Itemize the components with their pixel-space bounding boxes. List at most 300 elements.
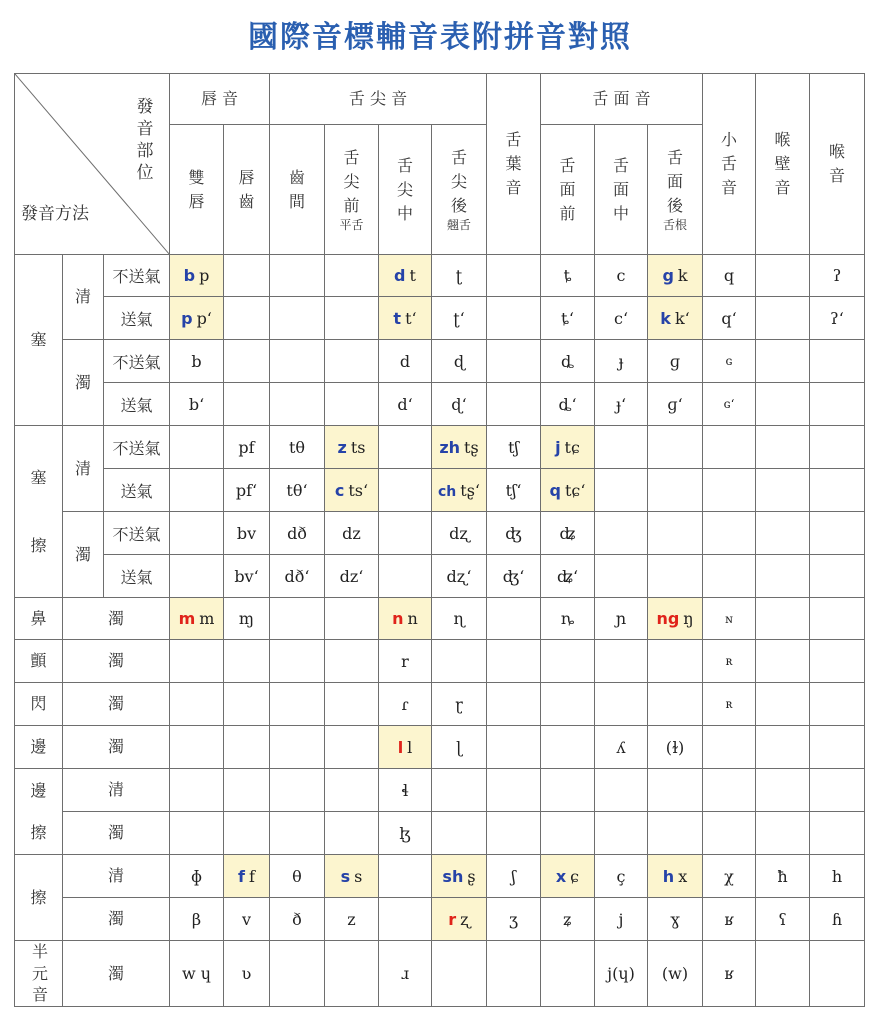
aspiration-label: 不送氣: [104, 340, 170, 383]
cell: ʎ: [595, 726, 648, 769]
pinyin: l: [397, 737, 404, 757]
cell: [432, 426, 487, 469]
cell: [648, 812, 703, 855]
cell: [487, 640, 541, 683]
cell: [325, 426, 379, 469]
cell: [379, 598, 432, 640]
cell: (ɫ): [648, 726, 703, 769]
cell: [648, 598, 703, 640]
ipa: ɕ: [570, 866, 580, 886]
cell: [756, 555, 810, 598]
cell: [756, 383, 810, 426]
subcol-velar: [648, 125, 703, 255]
ipa: t: [409, 266, 416, 285]
cell: [325, 726, 379, 769]
subcol-retroflex-label: 舌尖後: [450, 148, 467, 216]
cell: [541, 726, 595, 769]
cell: [170, 255, 224, 297]
manner-lateral-fricative-label: 邊擦: [30, 780, 47, 842]
cell: [224, 683, 270, 726]
cell: ȶʻ: [541, 297, 595, 340]
ipa: ʐ: [460, 909, 470, 929]
cell: [756, 769, 810, 812]
cell: [541, 769, 595, 812]
voicing-label: 濁: [63, 898, 170, 941]
cell: [270, 941, 325, 1007]
cell: [595, 812, 648, 855]
cell: [270, 726, 325, 769]
pinyin: x: [555, 866, 567, 886]
cell: [379, 297, 432, 340]
corner-header: [15, 74, 170, 255]
cell: dðʻ: [270, 555, 325, 598]
cell: dʐʻ: [432, 555, 487, 598]
pinyin: d: [394, 266, 406, 285]
cell: dð: [270, 512, 325, 555]
cell: ɲ: [595, 598, 648, 640]
pinyin: s: [340, 866, 351, 886]
cell: ɡ: [648, 340, 703, 383]
cell: [325, 340, 379, 383]
labial-header: 唇 音: [170, 74, 270, 125]
cell: ʥ: [541, 512, 595, 555]
cell: [648, 255, 703, 297]
ipa: x: [678, 866, 688, 886]
pinyin: f: [238, 866, 246, 886]
ipa: m: [199, 609, 215, 628]
cell: [541, 640, 595, 683]
cell: [379, 555, 432, 598]
cell: [379, 469, 432, 512]
voicing-label: 濁: [63, 340, 104, 426]
ipa: kʻ: [674, 308, 690, 328]
cell: [170, 812, 224, 855]
cell: ç: [595, 855, 648, 898]
cell: [432, 898, 487, 941]
cell: [224, 640, 270, 683]
laminal-header: 舌葉音: [487, 74, 541, 255]
subcol-dental: 齒間: [270, 125, 325, 255]
pinyin: z: [337, 437, 347, 457]
cell: [432, 769, 487, 812]
cell: qʻ: [703, 297, 756, 340]
cell: ɦ: [810, 898, 865, 941]
pinyin: j: [555, 437, 561, 457]
cell: [432, 941, 487, 1007]
cell: [756, 340, 810, 383]
cell: θ: [270, 855, 325, 898]
pinyin: r: [448, 909, 457, 929]
pharyngeal-header: 喉壁音: [756, 74, 810, 255]
ipa: tʂ: [464, 437, 479, 457]
cell: [648, 469, 703, 512]
cell: ɸ: [170, 855, 224, 898]
manner-approximant-label: 半元音: [32, 942, 49, 1005]
cell: ɱ: [224, 598, 270, 640]
cell: ɴ: [703, 598, 756, 640]
cell: [595, 640, 648, 683]
ipa: ŋ: [683, 609, 694, 628]
aspiration-label: 不送氣: [104, 512, 170, 555]
cell: ɹ: [379, 941, 432, 1007]
cell: ʔʻ: [810, 297, 865, 340]
pinyin: sh: [442, 866, 464, 886]
cell: ʁ: [703, 898, 756, 941]
cell: [379, 726, 432, 769]
cell: [325, 812, 379, 855]
cell: [432, 855, 487, 898]
cell: [325, 297, 379, 340]
cell: [487, 769, 541, 812]
cell: [224, 726, 270, 769]
cell: [810, 812, 865, 855]
cell: ʤʻ: [487, 555, 541, 598]
cell: ȵ: [541, 598, 595, 640]
cell: [270, 255, 325, 297]
cell: [170, 469, 224, 512]
cell: ɭ: [432, 726, 487, 769]
cell: [756, 297, 810, 340]
cell: [810, 469, 865, 512]
cell: [810, 769, 865, 812]
cell: [810, 941, 865, 1007]
cell: [224, 297, 270, 340]
cell: [595, 512, 648, 555]
cell: [379, 898, 432, 941]
cell: [810, 683, 865, 726]
cell: ħ: [756, 855, 810, 898]
cell: [648, 683, 703, 726]
cell: bʻ: [170, 383, 224, 426]
cell: dzʻ: [325, 555, 379, 598]
ipa: p: [199, 266, 210, 285]
cell: [487, 255, 541, 297]
ipa: f: [249, 866, 255, 886]
voicing-label: 濁: [63, 512, 104, 598]
voicing-label: 清: [63, 769, 170, 812]
voicing-label: 濁: [63, 683, 170, 726]
voicing-label: 濁: [63, 941, 170, 1007]
cell: [756, 255, 810, 297]
cell: [703, 555, 756, 598]
cell: [648, 855, 703, 898]
cell: ȡʻ: [541, 383, 595, 426]
cell: ʃ: [487, 855, 541, 898]
cell: [325, 941, 379, 1007]
cell: bv: [224, 512, 270, 555]
subcol-alveolopalatal: 舌面前: [541, 125, 595, 255]
cell: [541, 426, 595, 469]
cell: [270, 340, 325, 383]
cell: [379, 512, 432, 555]
voicing-label: 清: [63, 255, 104, 340]
cell: ȡ: [541, 340, 595, 383]
cell: [810, 555, 865, 598]
manner-nasal: 鼻: [15, 598, 63, 640]
cell: dʐ: [432, 512, 487, 555]
aspiration-label: 不送氣: [104, 255, 170, 297]
ipa: n: [407, 609, 418, 628]
dorsal-header: 舌 面 音: [541, 74, 703, 125]
cell: [756, 469, 810, 512]
aspiration-label: 送氣: [104, 469, 170, 512]
cell: [703, 512, 756, 555]
cell: [270, 640, 325, 683]
cell: [325, 469, 379, 512]
cell: tʃʻ: [487, 469, 541, 512]
ipa: tʂʻ: [460, 480, 480, 500]
cell: [703, 726, 756, 769]
cell: [541, 855, 595, 898]
ipa: tsʻ: [348, 480, 369, 500]
page-title: 國際音標輔音表附拼音對照: [248, 20, 632, 55]
cell: [432, 640, 487, 683]
cell: ʀ: [703, 640, 756, 683]
aspiration-label: 送氣: [104, 297, 170, 340]
cell: [810, 640, 865, 683]
cell: [270, 297, 325, 340]
cell: [756, 683, 810, 726]
cell: β: [170, 898, 224, 941]
cell: [170, 598, 224, 640]
cell: [270, 769, 325, 812]
ipa: pʻ: [196, 308, 212, 328]
cell: ɾ: [379, 683, 432, 726]
voicing-label: 清: [63, 426, 104, 512]
cell: [170, 769, 224, 812]
cell: [810, 426, 865, 469]
cell: [379, 255, 432, 297]
cell: [432, 469, 487, 512]
manner-lateral-fricative: [15, 769, 63, 855]
cell: ʋ: [224, 941, 270, 1007]
subcol-labiodental: 唇齒: [224, 125, 270, 255]
cell: [595, 426, 648, 469]
ipa: ʂ: [467, 866, 476, 886]
cell: z: [325, 898, 379, 941]
cell: ʥʻ: [541, 555, 595, 598]
cell: [487, 297, 541, 340]
consonant-table: [14, 73, 865, 1007]
cell: [648, 426, 703, 469]
cell: [170, 426, 224, 469]
cell: [224, 340, 270, 383]
cell: [541, 469, 595, 512]
cell: ʑ: [541, 898, 595, 941]
cell: ʁ: [703, 941, 756, 1007]
cell: [648, 512, 703, 555]
cell: ɖ: [432, 340, 487, 383]
cell: [756, 941, 810, 1007]
cell: [325, 769, 379, 812]
cell: [756, 512, 810, 555]
manner-approximant: [15, 941, 63, 1007]
cell: ɡʻ: [648, 383, 703, 426]
cell: q: [703, 255, 756, 297]
cell: [270, 383, 325, 426]
pinyin: q: [549, 480, 561, 500]
cell: [810, 726, 865, 769]
cell: [170, 726, 224, 769]
pinyin: g: [662, 266, 674, 285]
subcol-palatal: 舌面中: [595, 125, 648, 255]
cell: cʻ: [595, 297, 648, 340]
pinyin: zh: [439, 437, 461, 457]
cell: [703, 812, 756, 855]
cell: dʻ: [379, 383, 432, 426]
pinyin: c: [334, 480, 345, 500]
manner-affricate: [15, 426, 63, 598]
cell: ʔ: [810, 255, 865, 297]
manner-fricative: 擦: [15, 855, 63, 941]
aspiration-label: 送氣: [104, 383, 170, 426]
cell: ʈʻ: [432, 297, 487, 340]
pinyin: p: [181, 308, 193, 328]
cell: ȶ: [541, 255, 595, 297]
cell: [325, 255, 379, 297]
cell: [541, 683, 595, 726]
cell: ɳ: [432, 598, 487, 640]
cell: dz: [325, 512, 379, 555]
cell: [224, 255, 270, 297]
cell: [170, 683, 224, 726]
cell: [170, 512, 224, 555]
subcol-retroflex-note: 翹舌: [446, 218, 471, 233]
manner-plosive: 塞: [15, 255, 63, 426]
cell: [595, 555, 648, 598]
cell: [648, 555, 703, 598]
glottal-header: 喉音: [810, 74, 865, 255]
cell: [270, 683, 325, 726]
cell: [756, 726, 810, 769]
uvular-header: 小舌音: [703, 74, 756, 255]
cell: ð: [270, 898, 325, 941]
cell: [595, 769, 648, 812]
cell: d: [379, 340, 432, 383]
cell: [487, 683, 541, 726]
ipa: s: [354, 866, 363, 886]
aspiration-label: 不送氣: [104, 426, 170, 469]
ipa: k: [677, 266, 688, 285]
cell: ɖʻ: [432, 383, 487, 426]
cell: [325, 855, 379, 898]
cell: [541, 941, 595, 1007]
cell: [487, 812, 541, 855]
cell: ɬ: [379, 769, 432, 812]
pinyin: ch: [438, 483, 457, 500]
pinyin: m: [178, 609, 196, 628]
cell: [595, 683, 648, 726]
method-label: 發音方法: [21, 204, 89, 224]
ipa: tɕ: [564, 437, 580, 457]
cell: [170, 297, 224, 340]
cell: [224, 812, 270, 855]
cell: [487, 598, 541, 640]
cell: [325, 683, 379, 726]
cell: [224, 769, 270, 812]
cell: (w): [648, 941, 703, 1007]
cell: χ: [703, 855, 756, 898]
cell: ɢʻ: [703, 383, 756, 426]
cell: tʃ: [487, 426, 541, 469]
voicing-label: 清: [63, 855, 170, 898]
subcol-alveolar: [325, 125, 379, 255]
cell: [810, 512, 865, 555]
cell: [810, 383, 865, 426]
cell: [810, 340, 865, 383]
ipa: ts: [350, 437, 366, 457]
cell: [487, 383, 541, 426]
manner-flap: 閃: [15, 683, 63, 726]
cell: [487, 726, 541, 769]
cell: j: [595, 898, 648, 941]
cell: [487, 941, 541, 1007]
ipa: tʻ: [405, 308, 417, 328]
voicing-label: 濁: [63, 598, 170, 640]
cell: [270, 812, 325, 855]
subcol-alveolar-note: 平舌: [339, 218, 364, 233]
cell: [325, 383, 379, 426]
pinyin: t: [393, 308, 402, 328]
subcol-velar-note: 舌根: [663, 218, 688, 233]
manner-trill: 顫: [15, 640, 63, 683]
cell: ɣ: [648, 898, 703, 941]
cell: [703, 469, 756, 512]
cell: tθʻ: [270, 469, 325, 512]
cell: tθ: [270, 426, 325, 469]
voicing-label: 濁: [63, 640, 170, 683]
cell: ʤ: [487, 512, 541, 555]
cell: ɟ: [595, 340, 648, 383]
cell: [810, 598, 865, 640]
cell: [224, 383, 270, 426]
cell: [703, 769, 756, 812]
cell: pf: [224, 426, 270, 469]
cell: [325, 640, 379, 683]
cell: b: [170, 340, 224, 383]
cell: [756, 812, 810, 855]
subcol-retroflex: [432, 125, 487, 255]
cell: bvʻ: [224, 555, 270, 598]
apical-header: 舌 尖 音: [270, 74, 487, 125]
cell: ɽ: [432, 683, 487, 726]
cell: v: [224, 898, 270, 941]
cell: [325, 598, 379, 640]
cell: ʒ: [487, 898, 541, 941]
subcol-alveolar-label: 舌尖前: [343, 148, 360, 216]
subcol-bilabial: 雙唇: [170, 125, 224, 255]
cell: r: [379, 640, 432, 683]
cell: [487, 340, 541, 383]
cell: w ɥ: [170, 941, 224, 1007]
aspiration-label: 送氣: [104, 555, 170, 598]
voicing-label: 濁: [63, 726, 170, 769]
cell: ɮ: [379, 812, 432, 855]
pinyin: h: [662, 866, 675, 886]
cell: [756, 598, 810, 640]
cell: [170, 640, 224, 683]
cell: [595, 469, 648, 512]
cell: ʕ: [756, 898, 810, 941]
cell: [379, 855, 432, 898]
pinyin: ng: [656, 609, 680, 628]
cell: c: [595, 255, 648, 297]
cell: [379, 426, 432, 469]
cell: [432, 812, 487, 855]
cell: ɢ: [703, 340, 756, 383]
manner-lateral: 邊: [15, 726, 63, 769]
cell: [648, 769, 703, 812]
